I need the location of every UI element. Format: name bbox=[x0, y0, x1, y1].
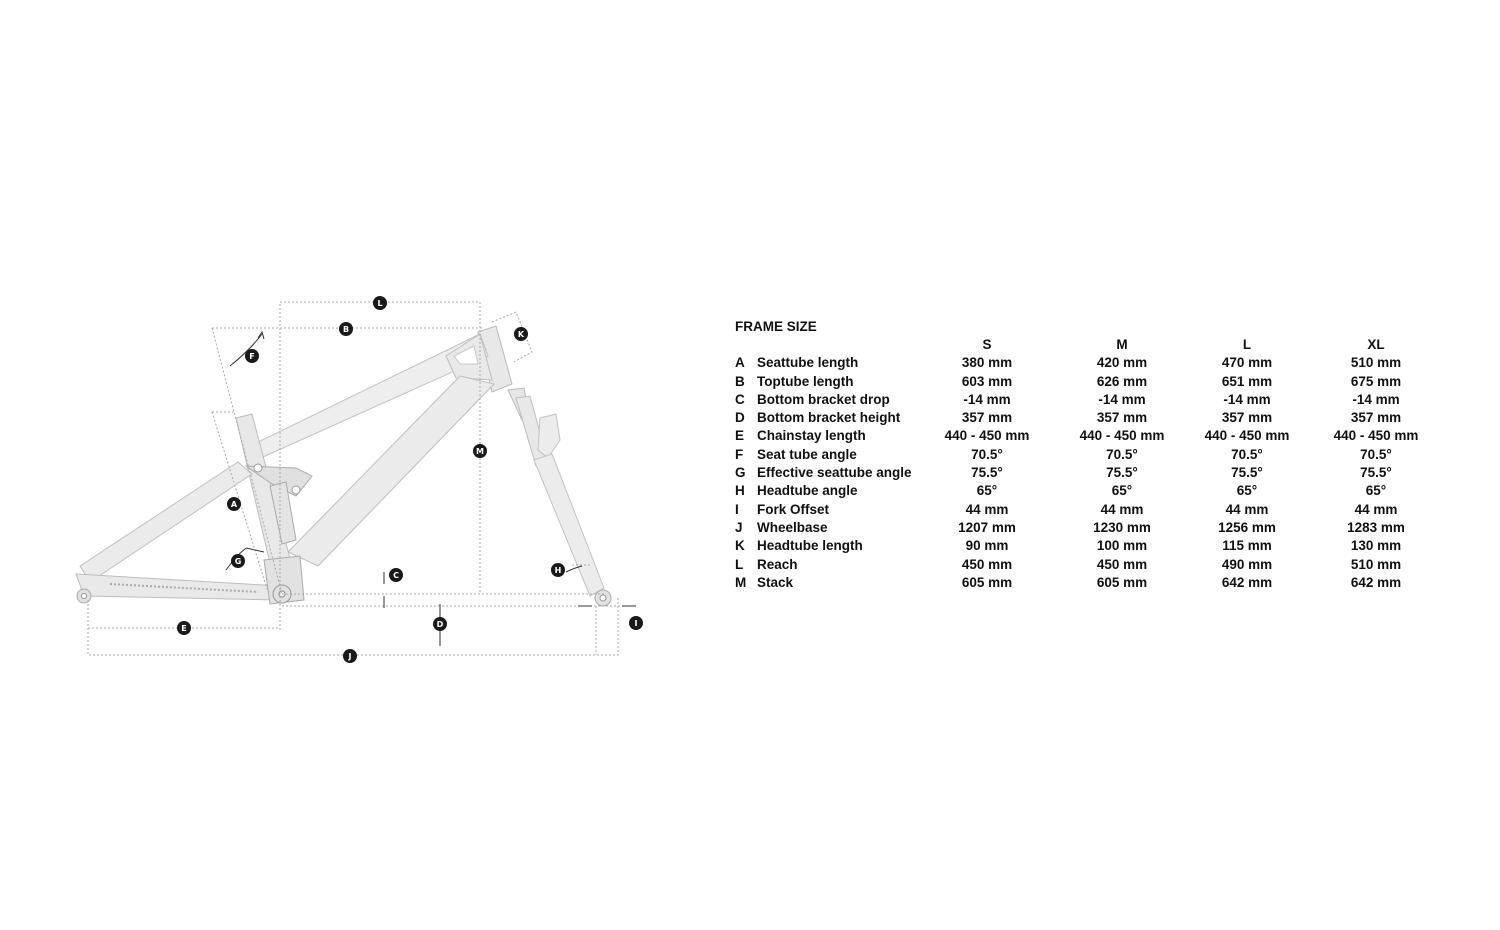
marker-g bbox=[231, 554, 245, 568]
row-value-s: 90 mm bbox=[965, 538, 1009, 554]
svg-text:G: G bbox=[234, 557, 242, 566]
bike-frame bbox=[76, 326, 611, 606]
geometry-rows bbox=[735, 354, 1435, 592]
row-label: Chainstay length bbox=[757, 428, 866, 444]
row-value-m: 100 mm bbox=[1096, 538, 1148, 554]
marker-m bbox=[473, 444, 487, 458]
row-value-l: 75.5° bbox=[1231, 465, 1263, 481]
table-row bbox=[735, 574, 1435, 592]
table-row bbox=[735, 354, 1435, 372]
row-label: Headtube angle bbox=[757, 483, 858, 499]
row-key: I bbox=[735, 501, 739, 517]
svg-text:D: D bbox=[436, 620, 444, 629]
row-value-l: 440 - 450 mm bbox=[1204, 428, 1290, 444]
row-key: H bbox=[735, 483, 745, 499]
row-value-s: 44 mm bbox=[965, 501, 1009, 517]
row-label: Seattube length bbox=[757, 355, 859, 371]
row-label: Bottom bracket drop bbox=[757, 391, 890, 407]
marker-l bbox=[373, 296, 387, 310]
size-header-xl: XL bbox=[1367, 337, 1385, 352]
marker-b bbox=[339, 322, 353, 336]
row-key: G bbox=[735, 465, 746, 481]
svg-text:B: B bbox=[342, 325, 350, 334]
marker-i bbox=[629, 616, 643, 630]
row-key: C bbox=[735, 391, 745, 407]
row-value-xl: 510 mm bbox=[1350, 355, 1402, 371]
row-key: K bbox=[735, 538, 745, 554]
row-value-xl: 357 mm bbox=[1350, 410, 1402, 426]
row-key: F bbox=[735, 446, 744, 462]
marker-k bbox=[514, 327, 528, 341]
table-row bbox=[735, 537, 1435, 555]
row-value-m: 357 mm bbox=[1096, 410, 1148, 426]
table-row bbox=[735, 464, 1435, 482]
marker-h bbox=[551, 563, 565, 577]
svg-text:C: C bbox=[393, 571, 399, 580]
size-header-row bbox=[735, 336, 1435, 354]
row-key: A bbox=[735, 355, 745, 371]
row-value-xl: -14 mm bbox=[1352, 391, 1400, 407]
svg-text:K: K bbox=[517, 330, 525, 339]
row-value-m: 44 mm bbox=[1100, 501, 1144, 517]
svg-text:A: A bbox=[230, 500, 238, 509]
row-value-m: 70.5° bbox=[1106, 446, 1138, 462]
svg-text:I: I bbox=[634, 619, 638, 628]
row-value-m: 605 mm bbox=[1096, 574, 1148, 590]
svg-text:F: F bbox=[249, 352, 255, 361]
row-key: L bbox=[735, 556, 744, 572]
row-value-l: 70.5° bbox=[1231, 446, 1263, 462]
row-value-l: 470 mm bbox=[1221, 355, 1273, 371]
marker-c bbox=[389, 568, 403, 582]
row-value-xl: 510 mm bbox=[1350, 556, 1402, 572]
table-row bbox=[735, 446, 1435, 464]
row-value-s: 380 mm bbox=[961, 355, 1013, 371]
row-label: Bottom bracket height bbox=[757, 410, 901, 426]
row-value-m: 65° bbox=[1111, 483, 1133, 499]
geometry-table bbox=[735, 318, 1435, 592]
row-value-s: 450 mm bbox=[961, 556, 1013, 572]
svg-text:J: J bbox=[348, 652, 352, 661]
table-row bbox=[735, 391, 1435, 409]
table-row bbox=[735, 501, 1435, 519]
row-value-l: 651 mm bbox=[1221, 373, 1273, 389]
dimension-lines bbox=[88, 302, 620, 655]
table-row bbox=[735, 482, 1435, 500]
row-value-m: 1230 mm bbox=[1093, 519, 1151, 535]
row-label: Seat tube angle bbox=[757, 446, 857, 462]
marker-j bbox=[343, 649, 357, 663]
row-value-s: 357 mm bbox=[961, 410, 1013, 426]
row-value-s: 1207 mm bbox=[958, 519, 1016, 535]
row-value-m: 75.5° bbox=[1106, 465, 1138, 481]
row-key: J bbox=[735, 519, 743, 535]
bottom-bracket bbox=[264, 556, 304, 604]
svg-text:M: M bbox=[476, 447, 484, 456]
row-value-xl: 65° bbox=[1365, 483, 1387, 499]
down-tube bbox=[288, 376, 494, 566]
row-value-xl: 130 mm bbox=[1350, 538, 1402, 554]
row-label: Effective seattube angle bbox=[757, 465, 912, 481]
row-value-m: 450 mm bbox=[1096, 556, 1148, 572]
seat-stay bbox=[80, 462, 252, 582]
table-row bbox=[735, 556, 1435, 574]
svg-text:L: L bbox=[377, 299, 383, 308]
row-value-l: 1256 mm bbox=[1218, 519, 1276, 535]
row-label: Fork Offset bbox=[757, 501, 830, 517]
row-value-xl: 675 mm bbox=[1350, 373, 1402, 389]
row-value-l: -14 mm bbox=[1223, 391, 1271, 407]
row-key: B bbox=[735, 373, 745, 389]
table-row bbox=[735, 373, 1435, 391]
row-value-s: 65° bbox=[976, 483, 998, 499]
row-value-m: 420 mm bbox=[1096, 355, 1148, 371]
row-value-xl: 642 mm bbox=[1350, 574, 1402, 590]
row-label: Reach bbox=[757, 556, 798, 572]
size-header-l: L bbox=[1242, 337, 1252, 352]
row-key: E bbox=[735, 428, 745, 444]
frame-geometry-diagram bbox=[0, 0, 700, 930]
marker-f bbox=[245, 349, 259, 363]
table-row bbox=[735, 519, 1435, 537]
row-label: Toptube length bbox=[757, 373, 854, 389]
row-value-l: 44 mm bbox=[1225, 501, 1269, 517]
row-value-s: 603 mm bbox=[961, 373, 1013, 389]
row-value-xl: 75.5° bbox=[1360, 465, 1392, 481]
row-value-l: 115 mm bbox=[1222, 538, 1272, 554]
row-value-s: 440 - 450 mm bbox=[944, 428, 1030, 444]
size-header-s: S bbox=[982, 337, 992, 352]
row-value-xl: 70.5° bbox=[1360, 446, 1392, 462]
svg-text:H: H bbox=[554, 566, 562, 575]
row-key: D bbox=[735, 410, 745, 426]
row-value-s: 70.5° bbox=[971, 446, 1003, 462]
row-value-xl: 1283 mm bbox=[1347, 519, 1405, 535]
row-value-s: 605 mm bbox=[961, 574, 1013, 590]
row-value-l: 642 mm bbox=[1221, 574, 1273, 590]
row-label: Headtube length bbox=[757, 538, 863, 554]
table-row bbox=[735, 427, 1435, 445]
row-label: Stack bbox=[757, 574, 794, 590]
row-value-xl: 44 mm bbox=[1354, 501, 1398, 517]
table-title: FRAME SIZE bbox=[735, 319, 817, 334]
table-row bbox=[735, 409, 1435, 427]
row-value-l: 490 mm bbox=[1221, 556, 1273, 572]
row-value-s: -14 mm bbox=[963, 391, 1011, 407]
row-value-l: 357 mm bbox=[1221, 410, 1273, 426]
row-value-m: 626 mm bbox=[1096, 373, 1148, 389]
row-value-l: 65° bbox=[1236, 483, 1258, 499]
row-value-xl: 440 - 450 mm bbox=[1333, 428, 1419, 444]
row-label: Wheelbase bbox=[757, 519, 828, 535]
row-key: M bbox=[735, 574, 747, 590]
marker-e bbox=[177, 621, 191, 635]
row-value-m: 440 - 450 mm bbox=[1079, 428, 1165, 444]
row-value-m: -14 mm bbox=[1098, 391, 1146, 407]
svg-text:E: E bbox=[181, 624, 187, 633]
row-value-s: 75.5° bbox=[971, 465, 1003, 481]
size-header-m: M bbox=[1116, 337, 1128, 352]
marker-d bbox=[433, 617, 447, 631]
marker-a bbox=[227, 497, 241, 511]
